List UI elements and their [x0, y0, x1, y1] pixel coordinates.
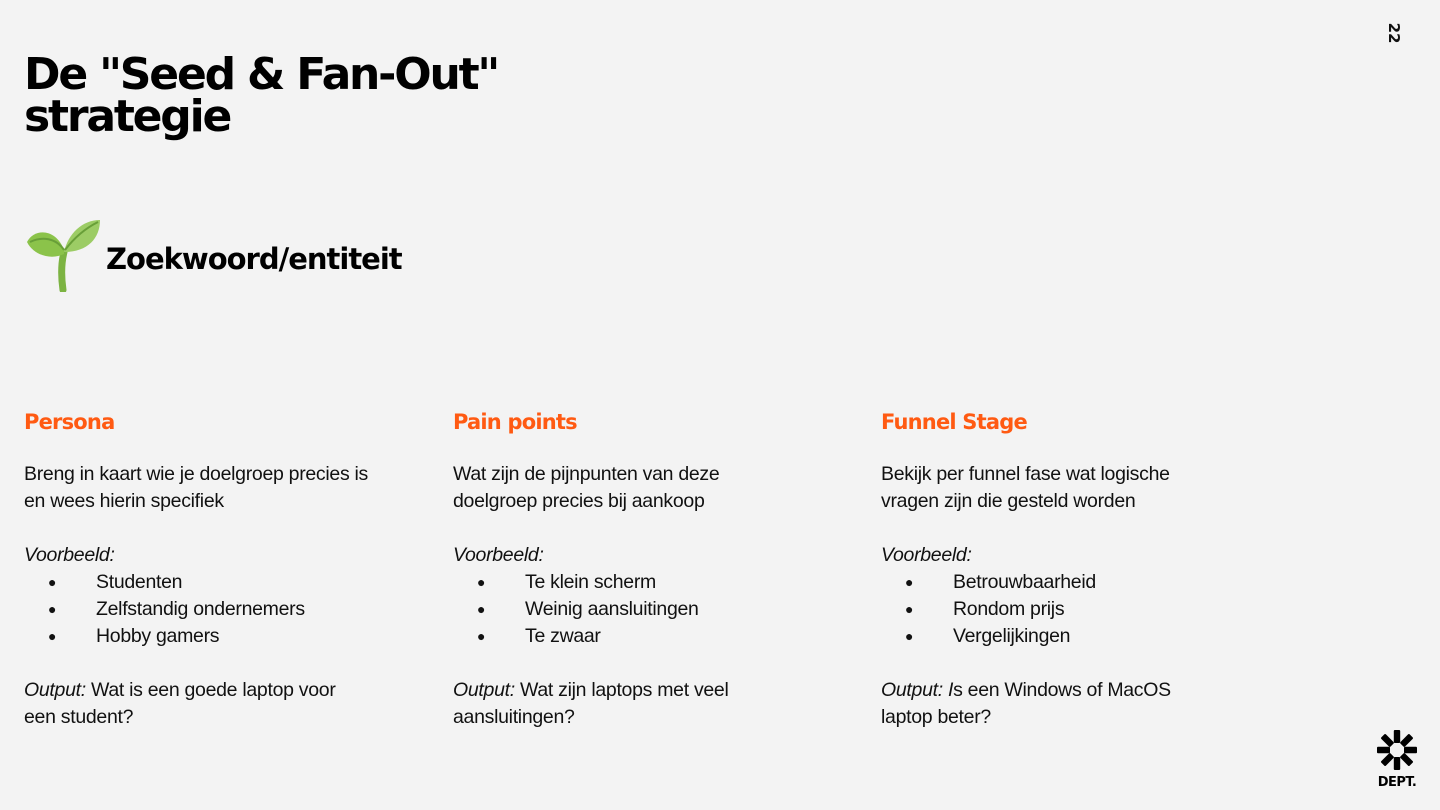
description-line: Breng in kaart wie je doelgroep precies is	[24, 463, 369, 485]
output-example	[24, 677, 384, 731]
title-line-1: De "Seed & Fan-Out"	[24, 49, 499, 100]
example-label: Voorbeeld:	[24, 544, 115, 566]
column-description	[24, 461, 384, 515]
list-item	[881, 623, 1261, 650]
list-item-label: Te zwaar	[525, 625, 601, 647]
bullet-icon: ●	[905, 628, 914, 644]
description-line: Wat zijn de pijnpunten van deze	[453, 463, 720, 485]
keyword-label: Zoekwoord/entiteit	[106, 242, 402, 276]
column-description	[453, 461, 813, 515]
column-description	[881, 461, 1241, 515]
bullet-icon: ●	[477, 601, 486, 617]
column-heading: Persona	[24, 410, 115, 434]
list-item-label: Zelfstandig ondernemers	[96, 598, 305, 620]
list-item-label: Studenten	[96, 571, 183, 593]
output-label: Output:	[453, 679, 515, 701]
description-line: doelgroep precies bij aankoop	[453, 490, 705, 512]
list-item	[24, 623, 404, 650]
logo-text: DEPT.	[1377, 775, 1417, 790]
example-label: Voorbeeld:	[453, 544, 544, 566]
list-item	[24, 596, 404, 623]
dept-asterisk-icon	[1376, 729, 1418, 771]
title-line-2: strategie	[24, 91, 231, 142]
page-title	[24, 49, 664, 142]
bullet-icon: ●	[48, 574, 57, 590]
output-label: Output: I	[881, 679, 954, 701]
pain-points-column	[453, 405, 833, 731]
persona-column	[24, 405, 404, 731]
list-item-label: Weinig aansluitingen	[525, 598, 699, 620]
example-list	[453, 569, 833, 650]
bullet-icon: ●	[905, 574, 914, 590]
description-line: en wees hierin specifiek	[24, 490, 224, 512]
list-item-label: Betrouwbaarheid	[953, 571, 1096, 593]
bullet-icon: ●	[477, 574, 486, 590]
list-item-label: Te klein scherm	[525, 571, 656, 593]
description-line: vragen zijn die gesteld worden	[881, 490, 1136, 512]
example-list	[881, 569, 1261, 650]
column-heading: Pain points	[453, 410, 577, 434]
example-list	[24, 569, 404, 650]
list-item-label: Hobby gamers	[96, 625, 220, 647]
list-item	[24, 569, 404, 596]
bullet-icon: ●	[48, 601, 57, 617]
output-example	[453, 677, 813, 731]
example-label: Voorbeeld:	[881, 544, 972, 566]
bullet-icon: ●	[905, 601, 914, 617]
list-item	[453, 596, 833, 623]
list-item-label: Rondom prijs	[953, 598, 1065, 620]
description-line: Bekijk per funnel fase wat logische	[881, 463, 1170, 485]
output-text: Wat is een goede laptop voor	[85, 679, 336, 701]
output-example	[881, 677, 1241, 731]
page-number: 22	[1385, 22, 1403, 44]
list-item	[881, 596, 1261, 623]
seedling-icon	[24, 216, 102, 292]
output-text: Wat zijn laptops met veel	[514, 679, 729, 701]
column-heading: Funnel Stage	[881, 410, 1027, 434]
list-item	[881, 569, 1261, 596]
bullet-icon: ●	[477, 628, 486, 644]
output-text: laptop beter?	[881, 706, 991, 728]
list-item	[453, 623, 833, 650]
dept-logo	[1372, 729, 1422, 791]
funnel-stage-column	[881, 405, 1261, 731]
bullet-icon: ●	[48, 628, 57, 644]
output-text: s een Windows of MacOS	[953, 679, 1171, 701]
list-item	[453, 569, 833, 596]
output-text: een student?	[24, 706, 134, 728]
output-label: Output:	[24, 679, 86, 701]
list-item-label: Vergelijkingen	[953, 625, 1071, 647]
output-text: aansluitingen?	[453, 706, 575, 728]
